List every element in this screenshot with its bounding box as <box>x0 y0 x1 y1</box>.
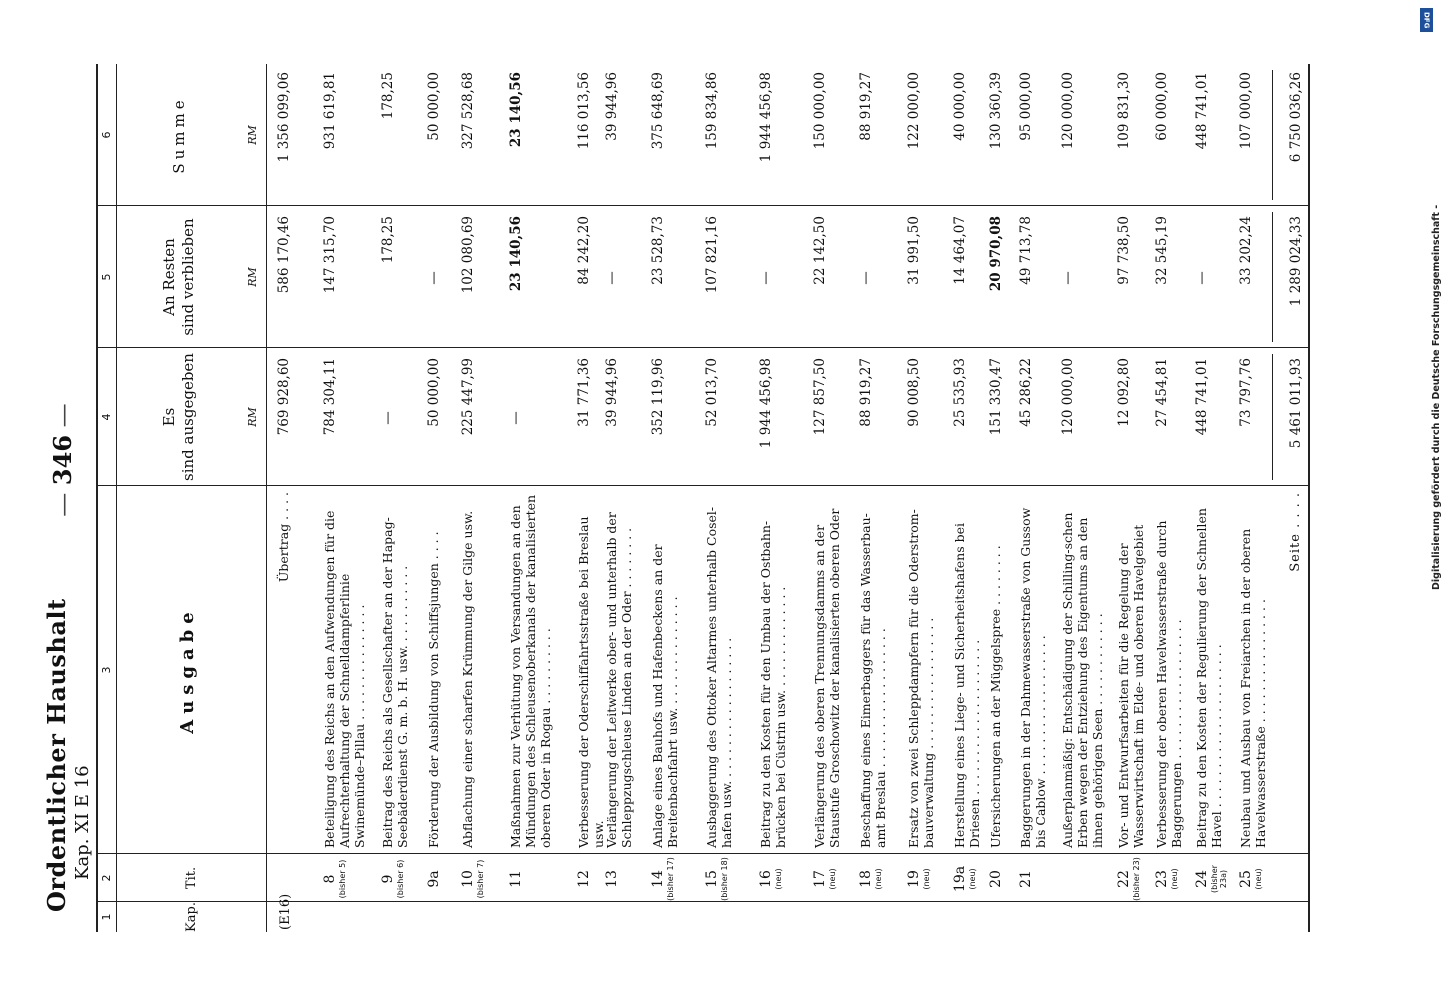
remaining-heading-line2: sind verblieben <box>179 218 197 336</box>
tit-number <box>906 856 931 902</box>
item-description: Verlängerung der Leitwerke ober- und unterhalb der Schleppzugschleuse Linden an der Oder . . . . . . . . <box>604 512 634 848</box>
amount-spent: — <box>380 411 396 425</box>
amount-remaining: 49 713,78 <box>1018 216 1034 285</box>
item-description: Abflachung einer scharfen Krümmung der Gilge usw. <box>460 510 475 848</box>
amount-spent: 88 919,27 <box>858 358 874 427</box>
tit-previous-number: (neu) <box>874 868 883 890</box>
column-number-3: 3 <box>100 666 113 674</box>
amount-spent: 225 447,99 <box>460 358 476 436</box>
tit-previous-number: (neu) <box>1170 868 1179 890</box>
item-description: Verbesserung der Oderschiffahrtsstraße bei Breslau usw. <box>576 516 606 848</box>
item-description: Außerplanmäßig: Entschädigung der Schilling-schen Erben wegen der Entziehung des Eigentums an den ihnen gehörigen Seen . . . . . . . . . . . . <box>1060 512 1105 848</box>
tit-number <box>460 856 485 902</box>
tit-number <box>604 856 620 902</box>
tit-number-value: 17 <box>812 870 828 888</box>
amount-sum: 116 013,56 <box>576 72 592 150</box>
tit-number-value: 13 <box>604 870 620 888</box>
amount-remaining: 22 142,50 <box>812 216 828 285</box>
amount-spent: 352 119,96 <box>650 358 666 436</box>
dfg-logo <box>1420 8 1433 32</box>
sum-rule-col5 <box>1272 212 1273 342</box>
amount-sum: 23 140,56 <box>508 72 524 148</box>
amount-remaining: 147 315,70 <box>322 216 338 294</box>
column-divider <box>98 205 1308 206</box>
amount-sum: 120 000,00 <box>1060 72 1076 150</box>
sum-rule-col4 <box>1272 354 1273 480</box>
item-description: Vor- und Entwurfsarbeiten für die Regelung der Wasserwirtschaft im Elde- und oberen Havelgebiet <box>1116 524 1146 848</box>
amount-remaining: — <box>858 271 874 285</box>
item-description: Beitrag des Reichs als Gesellschafter an der Hapag-Seebäderdienst G. m. b. H. usw. . . . . . . . . . . <box>380 517 410 848</box>
amount-sum: 50 000,00 <box>426 72 442 141</box>
tit-number <box>1116 856 1141 902</box>
column-number-6: 6 <box>100 131 113 139</box>
tit-number-value: 10 <box>460 870 476 888</box>
amount-remaining: 586 170,46 <box>276 216 292 294</box>
chapter-reference: Kap. XI E 16 <box>72 765 93 880</box>
amount-sum: 95 000,00 <box>1018 72 1034 141</box>
tit-number-value: 24 <box>1194 870 1210 888</box>
tit-number-value: 23 <box>1154 870 1170 888</box>
amount-sum: 1 356 099,06 <box>276 72 292 163</box>
amount-sum: 40 000,00 <box>952 72 968 141</box>
amount-sum: 159 834,86 <box>704 72 720 150</box>
kap-value: (E16) <box>278 893 293 930</box>
amount-remaining: — <box>758 271 774 285</box>
amount-spent: 31 771,36 <box>576 358 592 427</box>
tit-previous-number: (bisher 17) <box>666 857 675 901</box>
budget-table <box>96 64 1310 932</box>
amount-sum: 88 919,27 <box>858 72 874 141</box>
column-number-2: 2 <box>100 874 113 882</box>
spent-heading-line1: Es <box>160 407 178 427</box>
amount-spent: 448 741,01 <box>1194 358 1210 436</box>
tit-number-value: 21 <box>1018 870 1034 888</box>
amount-remaining: 14 464,07 <box>952 216 968 285</box>
unit-label-col5: RM <box>246 267 259 287</box>
tit-number-value: 14 <box>650 870 666 888</box>
tit-previous-number: (bisher 7) <box>476 859 485 899</box>
amount-spent: 52 013,70 <box>704 358 720 427</box>
amount-remaining: — <box>1194 271 1210 285</box>
amount-remaining: 23 528,73 <box>650 216 666 285</box>
dfg-logo-text: DFG <box>1422 11 1431 29</box>
tit-number-value: 18 <box>858 870 874 888</box>
tit-number <box>508 856 524 902</box>
tit-number-value: 15 <box>704 870 720 888</box>
tit-number <box>1194 856 1228 902</box>
tit-previous-number: (neu) <box>1254 868 1263 890</box>
tit-number <box>758 856 783 902</box>
amount-remaining: 84 242,20 <box>576 216 592 285</box>
item-description: Verlängerung des oberen Trennungsdamms an der Staustufe Groschowitz der kanalisierten oberen Oder <box>812 508 842 848</box>
tit-number <box>1238 856 1263 902</box>
amount-remaining: — <box>426 271 442 285</box>
tit-previous-number: (bisher 18) <box>720 857 729 901</box>
amount-sum: 130 360,39 <box>988 72 1004 150</box>
tit-previous-number: (bisher 6) <box>396 859 405 899</box>
amount-spent: 151 330,47 <box>988 358 1004 436</box>
tit-previous-number: (bisher 23a) <box>1210 865 1228 893</box>
amount-sum: 327 528,68 <box>460 72 476 150</box>
amount-sum: 122 000,00 <box>906 72 922 150</box>
tit-number <box>952 856 977 902</box>
amount-spent: 12 092,80 <box>1116 358 1132 427</box>
item-description: Verbesserung der oberen Havelwasserstraße durch Baggerungen . . . . . . . . . . . . . . . . . . <box>1154 520 1184 848</box>
tit-number-value: 9a <box>426 870 442 888</box>
tit-number <box>650 856 675 902</box>
amount-remaining: 33 202,24 <box>1238 216 1254 285</box>
tit-previous-number: (neu) <box>828 868 837 890</box>
amount-spent: 127 857,50 <box>812 358 828 436</box>
footer-total-sum: 6 750 036,26 <box>1288 72 1304 163</box>
item-description: Beschaffung eines Eimerbaggers für das Wasserbau-amt Breslau . . . . . . . . . . . . . . . . . . <box>858 513 888 848</box>
amount-remaining: — <box>604 271 620 285</box>
footer-total-spent: 5 461 011,93 <box>1288 358 1304 449</box>
item-description: Ufersicherungen an der Müggelspree . . . . . . . . <box>988 545 1003 848</box>
tit-number <box>426 856 442 902</box>
footer-total-remaining: 1 289 024,33 <box>1288 216 1304 307</box>
spent-column-heading <box>160 348 198 486</box>
tit-number-value: 9 <box>380 874 396 884</box>
column-number-5: 5 <box>100 273 113 281</box>
unit-label-col6: RM <box>246 125 259 145</box>
sum-rule-col6 <box>1272 70 1273 200</box>
amount-remaining: 32 545,19 <box>1154 216 1170 285</box>
amount-spent: 39 944,96 <box>604 358 620 427</box>
column-divider <box>98 853 1308 854</box>
tit-number <box>988 856 1004 902</box>
item-description: Anlage eines Bauhofs und Hafenbeckens an der Breitenbachfahrt usw. . . . . . . . . . . . . . . <box>650 544 680 848</box>
amount-spent: 769 928,60 <box>276 358 292 436</box>
item-description: Ersatz von zwei Schleppdampfern für die Oderstrom-bauverwaltung . . . . . . . . . . . . . . . . . <box>906 509 936 848</box>
amount-spent: 120 000,00 <box>1060 358 1076 436</box>
tit-number-value: 16 <box>758 870 774 888</box>
tit-number-value: 11 <box>508 870 524 888</box>
amount-spent: 50 000,00 <box>426 358 442 427</box>
item-description: Maßnahmen zur Verhütung von Versandungen an den Mündungen des Schleusenoberkanals der kanalisierten oberen Oder in Rogau . . . . . . . . . . <box>508 494 553 848</box>
amount-sum: 60 000,00 <box>1154 72 1170 141</box>
tit-previous-number: (neu) <box>922 868 931 890</box>
amount-sum: 375 648,69 <box>650 72 666 150</box>
amount-spent: 25 535,93 <box>952 358 968 427</box>
ausgabe-column-heading: Ausgabe <box>177 606 198 734</box>
tit-number <box>704 856 729 902</box>
tit-number <box>576 856 592 902</box>
kap-column-heading: Kap. <box>184 902 199 932</box>
header-divider <box>266 64 267 932</box>
amount-spent: 73 797,76 <box>1238 358 1254 427</box>
tit-number-value: 19a <box>952 865 968 893</box>
tit-number <box>322 856 347 902</box>
column-divider <box>98 485 1308 486</box>
column-number-1: 1 <box>100 913 113 921</box>
amount-remaining: 97 738,50 <box>1116 216 1132 285</box>
remaining-column-heading <box>160 206 198 348</box>
spent-heading-line2: sind ausgegeben <box>179 353 197 481</box>
digitization-credit <box>1419 8 1442 608</box>
amount-remaining: 102 080,69 <box>460 216 476 294</box>
tit-number <box>812 856 837 902</box>
amount-remaining: 107 821,16 <box>704 216 720 294</box>
tit-number <box>380 856 405 902</box>
amount-sum: 178,25 <box>380 72 396 120</box>
item-description: Beitrag zu den Kosten für den Umbau der Ostbahn-brücken bei Cüstrin usw. . . . . . . . . . . . . . <box>758 520 788 848</box>
tit-number-value: 25 <box>1238 870 1254 888</box>
tit-number <box>1154 856 1179 902</box>
item-description: Neubau und Ausbau von Freiarchen in der oberen Havelwasserstraße . . . . . . . . . . . . . . . . <box>1238 528 1268 848</box>
amount-remaining: 20 970,08 <box>988 216 1004 292</box>
amount-spent: — <box>508 411 524 425</box>
column-number-4: 4 <box>100 413 113 421</box>
amount-remaining: — <box>1060 271 1076 285</box>
column-divider <box>98 347 1308 348</box>
tit-number <box>858 856 883 902</box>
tit-previous-number: (bisher 5) <box>338 859 347 899</box>
item-description: Ausbaggerung des Ottoker Altarmes unterhalb Cosel-hafen usw. . . . . . . . . . . . . . . . . . . <box>704 506 734 848</box>
item-description: Förderung der Ausbildung von Schiffsjungen . . . . <box>426 531 441 848</box>
page-number-value: 346 <box>48 434 77 486</box>
column-number-divider <box>116 64 117 932</box>
item-description: Herstellung eines Liege- und Sicherheitshafens bei Driesen . . . . . . . . . . . . . . . . . . . . <box>952 522 982 848</box>
amount-sum: 1 944 456,98 <box>758 72 774 163</box>
section-title: Ordentlicher Haushalt <box>42 598 71 912</box>
amount-spent: 1 944 456,98 <box>758 358 774 449</box>
tit-previous-number: (neu) <box>774 868 783 890</box>
remaining-heading-line1: An Resten <box>160 238 178 316</box>
tit-number-value: 20 <box>988 870 1004 888</box>
tit-number <box>1018 856 1034 902</box>
amount-sum: 150 000,00 <box>812 72 828 150</box>
amount-spent: 784 304,11 <box>322 358 338 436</box>
tit-column-heading: Tit. <box>184 866 199 890</box>
amount-spent: 27 454,81 <box>1154 358 1170 427</box>
amount-remaining: 178,25 <box>380 216 396 264</box>
amount-remaining: 23 140,56 <box>508 216 524 292</box>
amount-sum: 931 619,81 <box>322 72 338 150</box>
tit-number-value: 8 <box>322 874 338 884</box>
tit-number-value: 22 <box>1116 870 1132 888</box>
amount-sum: 109 831,30 <box>1116 72 1132 150</box>
tit-previous-number: (neu) <box>968 868 977 890</box>
unit-label-col4: RM <box>246 407 259 427</box>
amount-sum: 448 741,01 <box>1194 72 1210 150</box>
amount-remaining: 31 991,50 <box>906 216 922 285</box>
tit-number-value: 12 <box>576 870 592 888</box>
item-description: Beteiligung des Reichs an den Aufwendungen für die Aufrechterhaltung der Schnelldampferlinie Swinemünde–Pillau . . . . . . . . . . . . . . . <box>322 510 367 848</box>
tit-number-value: 19 <box>906 870 922 888</box>
amount-sum: 107 000,00 <box>1238 72 1254 150</box>
amount-spent: 90 008,50 <box>906 358 922 427</box>
footer-label: Seite . . . . <box>1288 492 1303 572</box>
amount-spent: 45 286,22 <box>1018 358 1034 427</box>
tit-previous-number: (bisher 23) <box>1132 857 1141 901</box>
credit-text: Digitalisierung gefördert durch die Deutsche Forschungsgemeinschaft - <box>1431 204 1442 590</box>
item-description: Übertrag . . . . <box>276 492 291 583</box>
sum-column-heading: Summe <box>170 96 188 174</box>
item-description: Baggerungen in der Dahmewasserstraße von Gussow bis Cablow . . . . . . . . . . . . . . . . . . <box>1018 507 1048 848</box>
amount-sum: 39 944,96 <box>604 72 620 141</box>
page-number: — 346 — <box>48 403 77 517</box>
item-description: Beitrag zu den Kosten der Regulierung der Schnellen Havel . . . . . . . . . . . . . . . . . . . . . <box>1194 508 1224 848</box>
